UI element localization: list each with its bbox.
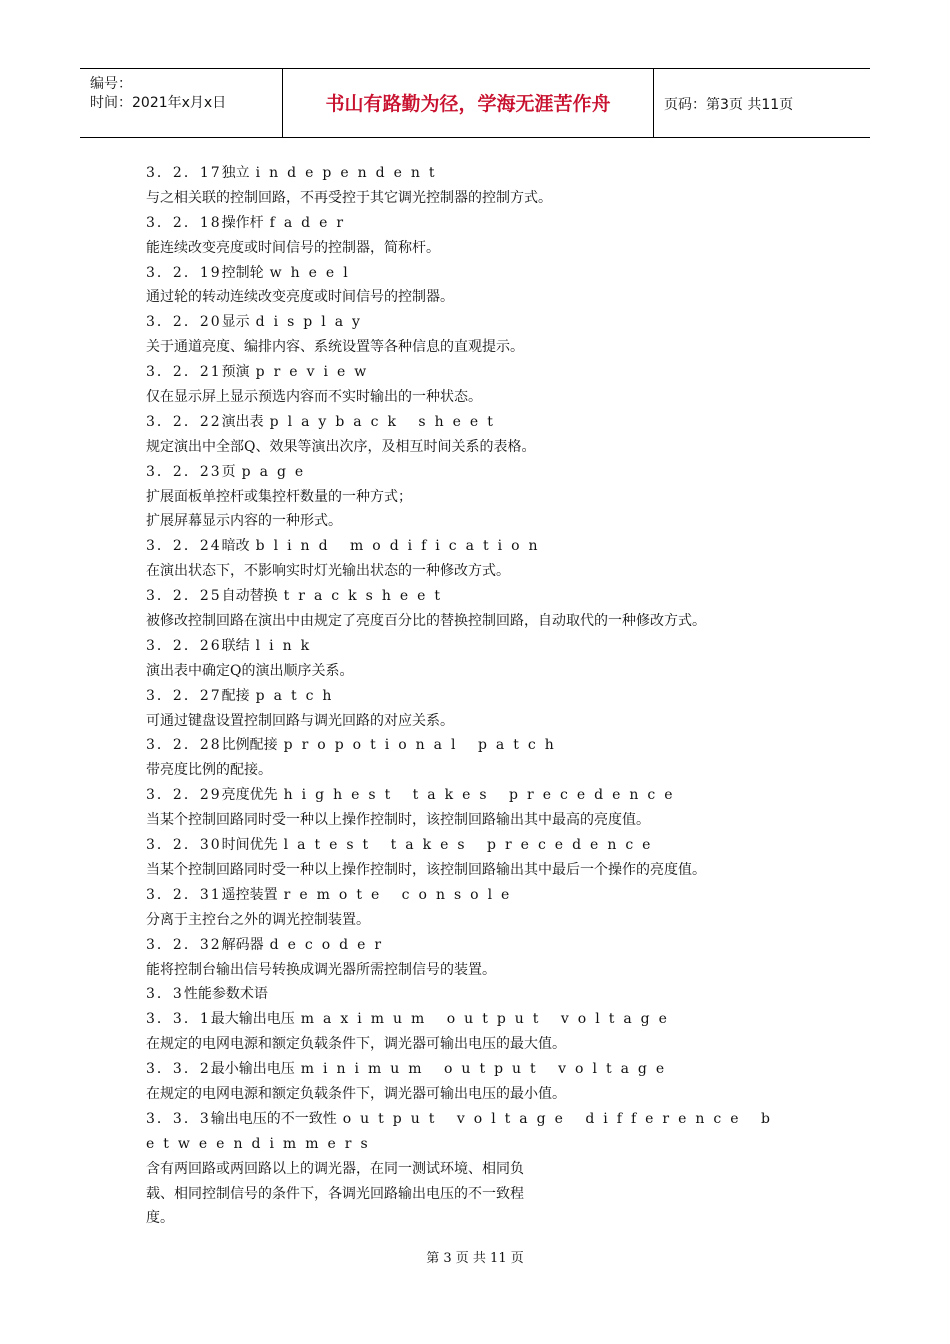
definition-text: 与之相关联的控制回路，不再受控于其它调光控制器的控制方式。 (146, 189, 552, 206)
term-chinese: 最小输出电压 (210, 1061, 295, 1078)
term-definition (146, 236, 836, 261)
document-body (146, 161, 836, 1231)
term-chinese: 亮度优先 (221, 787, 278, 804)
term-definition (146, 509, 836, 534)
term-english: highest takes precedence (283, 787, 682, 804)
header-meta-cell (80, 69, 283, 137)
term-heading (146, 360, 836, 385)
term-english: independent (255, 165, 444, 181)
definition-text: 扩展屏幕显示内容的一种形式。 (146, 513, 342, 530)
page-footer: 第 3 页 共 11 页 (426, 1251, 524, 1266)
term-english: remote console (283, 886, 519, 903)
term-chinese: 演出表 (221, 413, 264, 430)
term-number: 3．2．28 (146, 737, 222, 754)
term-definition (146, 385, 836, 410)
header-page-info: 页码：第3页 共11页 (664, 97, 794, 113)
definition-text: 分离于主控台之外的调光控制装置。 (146, 911, 370, 928)
term-definition (146, 186, 836, 211)
term-number: 3．3 (146, 986, 184, 1003)
term-definition (146, 485, 836, 510)
term-chinese: 暗改 (221, 538, 250, 555)
term-number: 3．3．3 (146, 1110, 211, 1127)
term-chinese: 控制轮 (221, 264, 264, 281)
term-number: 3．2．22 (146, 413, 222, 430)
term-english: blind modification (255, 538, 547, 555)
header-number-label: 编号： (90, 76, 132, 92)
term-heading (146, 982, 836, 1007)
term-number: 3．2．31 (146, 886, 222, 903)
term-chinese: 操作杆 (221, 214, 264, 231)
term-english: preview (255, 364, 376, 381)
term-heading (146, 1107, 836, 1132)
term-english: display (255, 314, 369, 331)
term-heading (146, 584, 836, 609)
definition-text: 载、相同控制信号的条件下，各调光回路输出电压的不一致程 (146, 1185, 524, 1202)
term-heading (146, 733, 836, 758)
term-chinese: 配接 (221, 687, 250, 704)
term-english: tracksheet (283, 588, 450, 605)
term-number: 3．2．20 (146, 314, 222, 331)
term-definition (146, 1182, 836, 1207)
definition-text: 被修改控制回路在演出中由规定了亮度百分比的替换控制回路，自动取代的一种修改方式。 (146, 613, 706, 630)
term-chinese: 预演 (221, 364, 250, 381)
definition-text: 扩展面板单控杆或集控杆数量的一种方式； (146, 488, 412, 505)
term-definition (146, 609, 836, 634)
term-heading (146, 310, 836, 335)
term-definition (146, 808, 836, 833)
definition-text: 关于通道亮度、编排内容、系统设置等各种信息的直观提示。 (146, 339, 524, 356)
term-english: patch (255, 687, 341, 704)
term-number: 3．2．17 (146, 165, 222, 181)
term-definition (146, 1082, 836, 1107)
term-number: 3．2．24 (146, 538, 222, 555)
term-number: 3．2．19 (146, 264, 222, 281)
term-definition (146, 1157, 836, 1182)
term-heading (146, 833, 836, 858)
term-definition (146, 709, 836, 734)
definition-text: 在规定的电网电源和额定负载条件下，调光器可输出电压的最大值。 (146, 1036, 566, 1053)
term-english: link (255, 637, 319, 654)
term-number: 3．3．1 (146, 1011, 211, 1028)
term-heading (146, 634, 836, 659)
term-chinese: 比例配接 (221, 737, 278, 754)
term-heading (146, 883, 836, 908)
term-definition (146, 908, 836, 933)
term-heading (146, 460, 836, 485)
term-definition (146, 958, 836, 983)
header-page-cell (654, 69, 870, 137)
definition-text: 度。 (146, 1210, 174, 1227)
definition-text: 规定演出中全部Q、效果等演出次序，及相互时间关系的表格。 (146, 438, 536, 455)
page-header (80, 68, 870, 138)
term-english: wheel (269, 264, 357, 281)
header-time-label: 时间：2021年x月x日 (90, 95, 227, 111)
term-heading (146, 410, 836, 435)
term-chinese: 性能参数术语 (183, 986, 268, 1003)
term-chinese: 独立 (221, 165, 250, 181)
header-motto-cell (283, 69, 654, 137)
term-heading (146, 261, 836, 286)
term-chinese: 联结 (221, 637, 250, 654)
term-english: page (241, 463, 313, 480)
definition-text: 在演出状态下，不影响实时灯光输出状态的一种修改方式。 (146, 563, 510, 580)
term-definition (146, 559, 836, 584)
term-number: 3．2．26 (146, 637, 222, 654)
term-english: fader (269, 214, 353, 231)
header-motto: 书山有路勤为径，学海无涯苦作舟 (325, 93, 611, 115)
term-chinese: 页 (221, 463, 236, 480)
term-definition (146, 758, 836, 783)
term-definition (146, 335, 836, 360)
term-chinese: 显示 (221, 314, 250, 331)
definition-text: 当某个控制回路同时受一种以上操作控制时，该控制回路输出其中最后一个操作的亮度值。 (146, 861, 706, 878)
term-chinese: 时间优先 (221, 837, 278, 854)
term-chinese: 遥控装置 (221, 886, 278, 903)
term-definition (146, 1032, 836, 1057)
definition-text: 演出表中确定Q的演出顺序关系。 (146, 662, 354, 679)
term-number: 3．2．23 (146, 463, 222, 480)
definition-text: 可通过键盘设置控制回路与调光回路的对应关系。 (146, 712, 454, 729)
term-chinese: 最大输出电压 (210, 1011, 295, 1028)
term-number: 3．2．29 (146, 787, 222, 804)
term-heading (146, 1007, 836, 1032)
definition-text: etweendimmers (146, 1135, 377, 1152)
definition-text: 含有两回路或两回路以上的调光器，在同一测试环境、相同负 (146, 1160, 524, 1177)
term-number: 3．2．27 (146, 687, 222, 704)
term-definition (146, 659, 836, 684)
term-english: propotional patch (283, 737, 563, 754)
term-heading (146, 684, 836, 709)
term-number: 3．3．2 (146, 1061, 211, 1078)
definition-text: 通过轮的转动连续改变亮度或时间信号的控制器。 (146, 289, 454, 306)
term-definition (146, 1206, 836, 1231)
term-number: 3．2．32 (146, 936, 222, 953)
term-chinese: 解码器 (221, 936, 264, 953)
term-definition (146, 285, 836, 310)
term-chinese: 自动替换 (221, 588, 278, 605)
definition-text: 能将控制台输出信号转换成调光器所需控制信号的装置。 (146, 961, 496, 978)
term-heading (146, 1057, 836, 1082)
term-english: latest takes precedence (283, 837, 660, 854)
definition-text: 仅在显示屏上显示预选内容而不实时输出的一种状态。 (146, 389, 482, 406)
term-heading (146, 534, 836, 559)
term-definition (146, 1132, 836, 1157)
term-heading (146, 211, 836, 236)
term-number: 3．2．21 (146, 364, 222, 381)
term-number: 3．2．25 (146, 588, 222, 605)
definition-text: 能连续改变亮度或时间信号的控制器，简称杆。 (146, 239, 440, 256)
definition-text: 带亮度比例的配接。 (146, 762, 272, 779)
term-number: 3．2．18 (146, 214, 222, 231)
term-heading (146, 933, 836, 958)
term-number: 3．2．30 (146, 837, 222, 854)
term-definition (146, 858, 836, 883)
term-english: playback sheet (269, 413, 502, 430)
term-heading (146, 783, 836, 808)
term-english: output voltage difference b (342, 1110, 779, 1127)
term-chinese: 输出电压的不一致性 (210, 1110, 337, 1127)
term-definition (146, 435, 836, 460)
term-heading (146, 161, 836, 186)
definition-text: 在规定的电网电源和额定负载条件下，调光器可输出电压的最小值。 (146, 1085, 566, 1102)
definition-text: 当某个控制回路同时受一种以上操作控制时，该控制回路输出其中最高的亮度值。 (146, 812, 650, 829)
term-english: maximum output voltage (300, 1011, 676, 1028)
term-english: decoder (269, 936, 391, 953)
term-english: minimum output voltage (300, 1061, 674, 1078)
